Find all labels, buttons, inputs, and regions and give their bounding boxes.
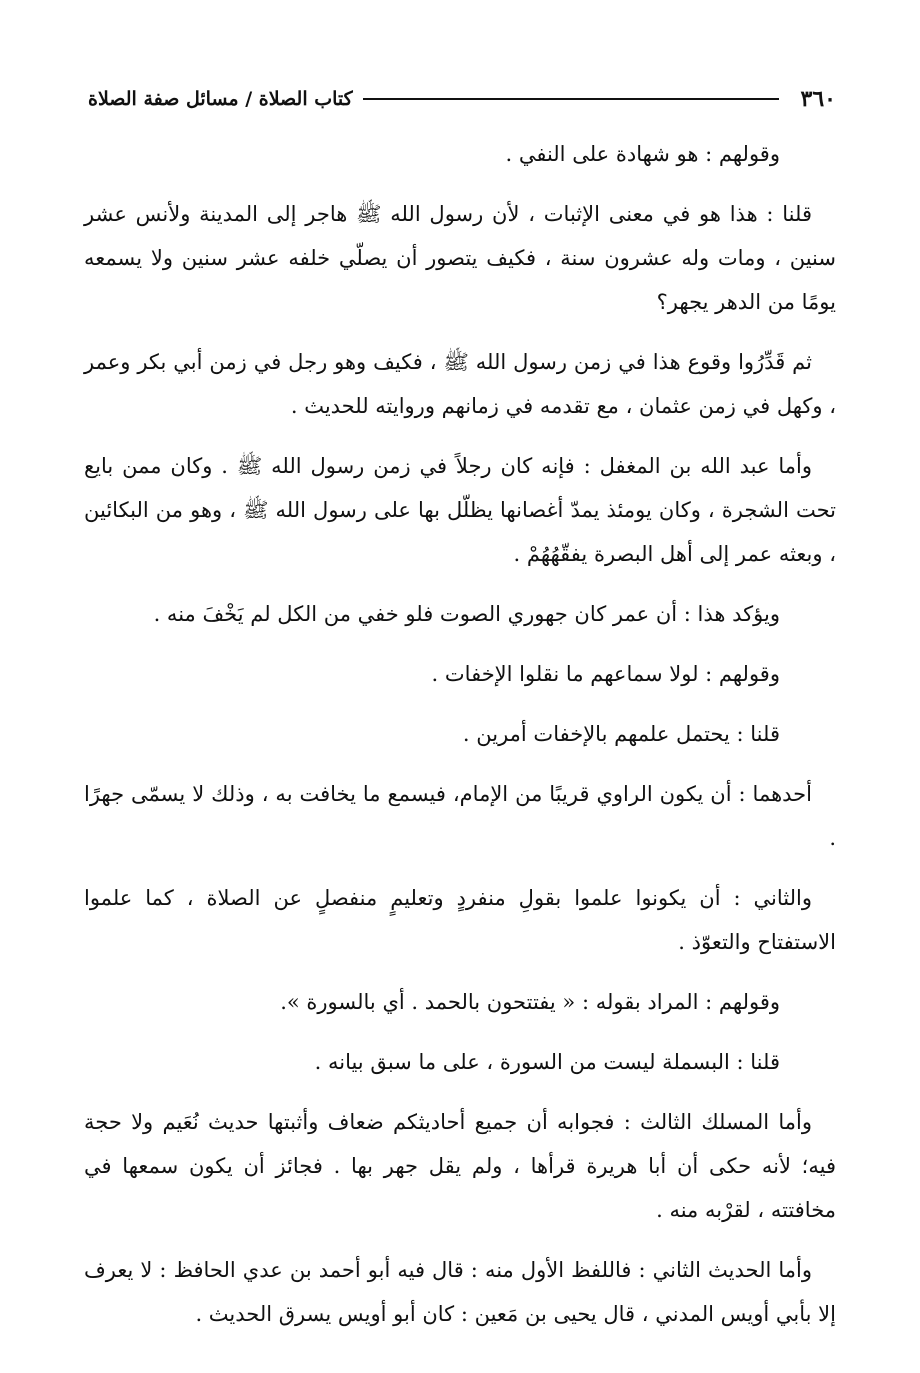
paragraph: وقولهم : المراد بقوله : « يفتتحون بالحمد . أي بالسورة ». [280, 990, 780, 1014]
page-header [88, 82, 836, 116]
paragraph: ثم قَدِّرُوا وقوع هذا في زمن رسول الله ﷺ ، فكيف وهو رجل في زمن أبي بكر وعمر ، وكهل في زمن عثمان ، مع تقدمه في زمانهم وروايته للحديث . [84, 350, 836, 418]
page-number: ٣٦٠ [800, 86, 836, 112]
paragraph: وقولهم : لولا سماعهم ما نقلوا الإخفات . [431, 662, 780, 686]
paragraph: وقولهم : هو شهادة على النفي . [505, 142, 780, 166]
paragraph: والثاني : أن يكونوا علموا بقولِ منفردٍ وتعليمٍ منفصلٍ عن الصلاة ، كما علموا الاستفتاح والتعوّذ . [84, 886, 836, 954]
paragraph: أحدهما : أن يكون الراوي قريبًا من الإمام، فيسمع ما يخافت به ، وذلك لا يسمّى جهرًا . [84, 782, 836, 850]
paragraph: قلنا : البسملة ليست من السورة ، على ما سبق بيانه . [314, 1050, 780, 1074]
page-body [84, 132, 836, 1352]
paragraph: وأما الحديث الثاني : فاللفظ الأول منه : قال فيه أبو أحمد بن عدي الحافظ : لا يعرف إلا بأبي أويس المدني ، قال يحيى بن مَعين : كان أبو أويس يسرق الحديث . [84, 1258, 836, 1326]
paragraph: قلنا : هذا هو في معنى الإثبات ، لأن رسول الله ﷺ هاجر إلى المدينة ولأنس عشر سنين ، ومات وله عشرون سنة ، فكيف يتصور أن يصلّي خلفه عشر سنين ولا يسمعه يومًا من الدهر يجهر؟ [84, 202, 836, 314]
paragraph: وأما عبد الله بن المغفل : فإنه كان رجلاً في زمن رسول الله ﷺ . وكان ممن بايع تحت الشجرة ، وكان يومئذ يمدّ أغصانها يظلّل بها على رسول الله ﷺ ، وهو من البكائين ، وبعثه عمر إلى أهل البصرة يفقّهُهُمْ . [84, 454, 836, 566]
running-title: كتاب الصلاة / مسائل صفة الصلاة [88, 88, 353, 110]
paragraph: قلنا : يحتمل علمهم بالإخفات أمرين . [462, 722, 780, 746]
header-rule [363, 98, 779, 100]
paragraph: وأما المسلك الثالث : فجوابه أن جميع أحاديثكم ضعاف وأثبتها حديث نُعَيم ولا حجة فيه؛ لأنه حكى أن أبا هريرة قرأها ، ولم يقل جهر بها . فجائز أن يكون سمعها في مخافتته ، لقرْبه منه . [84, 1110, 836, 1222]
paragraph: ويؤكد هذا : أن عمر كان جهوري الصوت فلو خفي من الكل لم يَخْفَ منه . [153, 602, 780, 626]
